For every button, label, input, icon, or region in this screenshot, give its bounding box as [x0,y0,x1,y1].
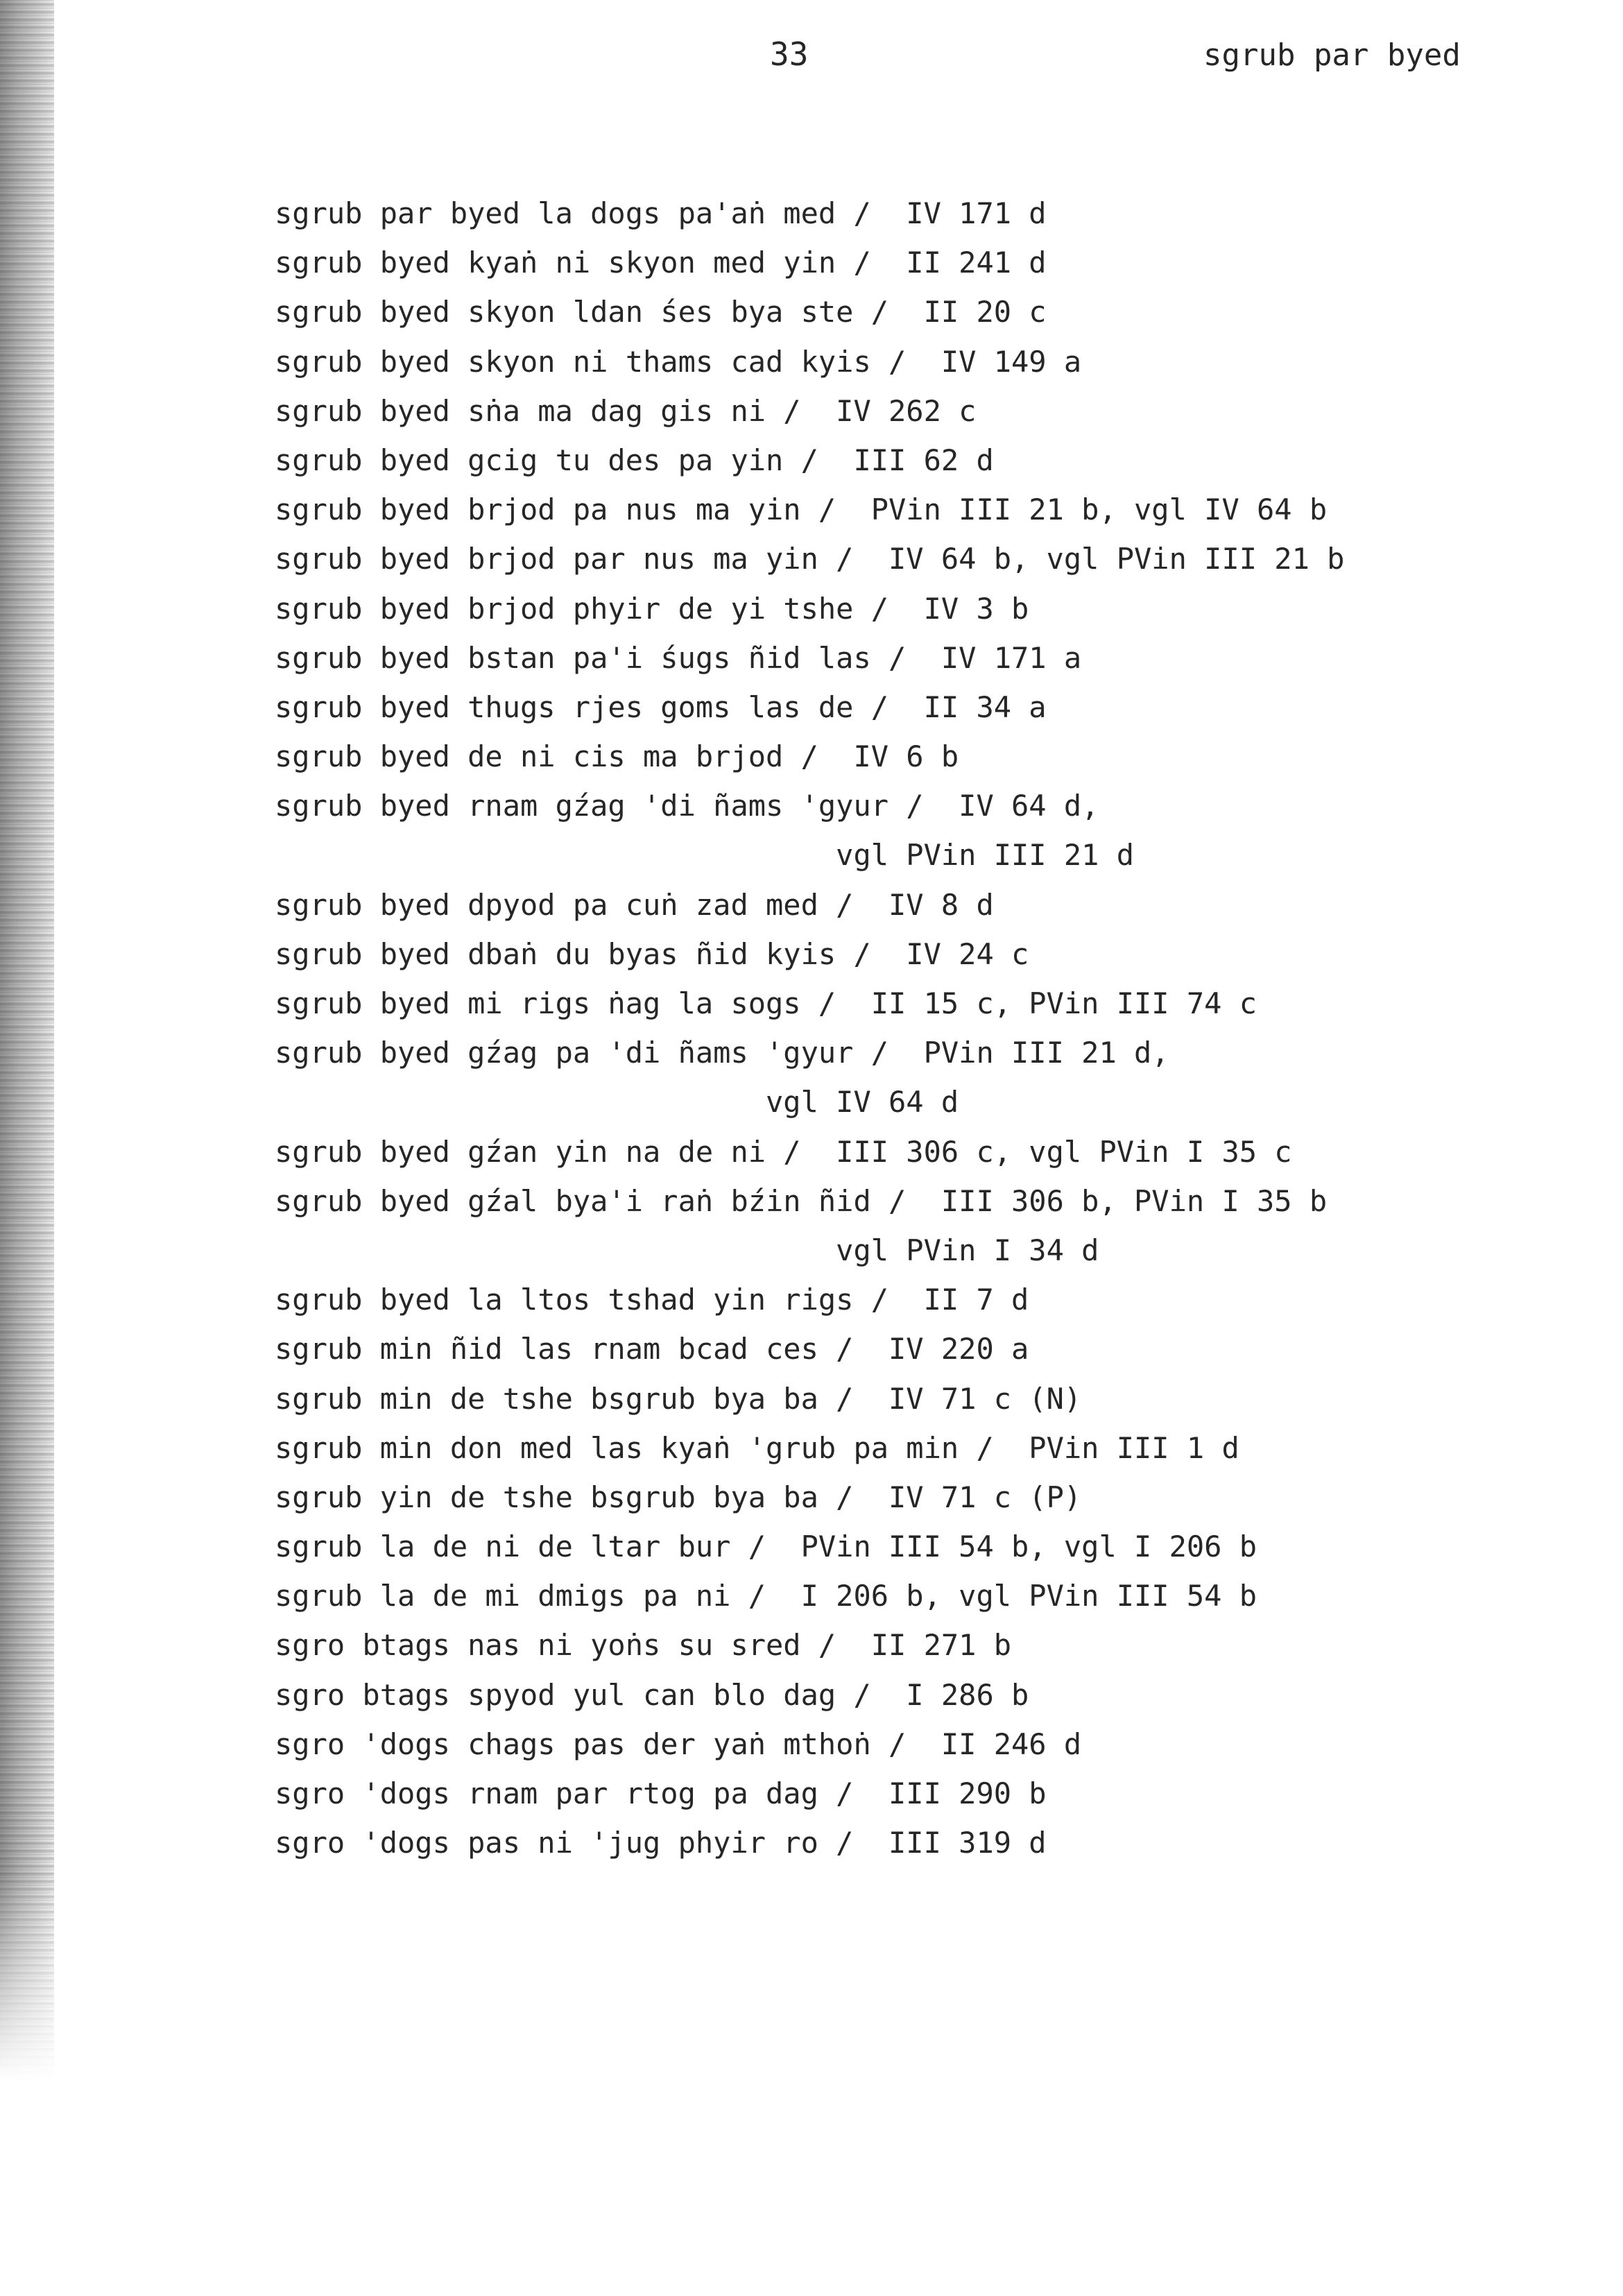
index-entry: sgrub la de mi dmigs pa ni / I 206 b, vgl PVin III 54 b [275,1579,1257,1613]
index-entry: sgrub la de ni de ltar bur / PVin III 54 b, vgl I 206 b [275,1530,1257,1564]
index-entry: sgrub byed thugs rjes goms las de / II 34 a [275,689,1047,724]
index-entry: sgrub byed brjod par nus ma yin / IV 64 b, vgl PVin III 21 b [275,542,1345,576]
index-entry: sgro btags spyod yul can blo dag / I 286 b [275,1677,1029,1712]
index-entry-continuation: vgl PVin III 21 d [275,838,1135,873]
index-entry: sgrub byed gźan yin na de ni / III 306 c, vgl PVin I 35 c [275,1134,1292,1169]
index-entry: sgrub byed sṅa ma dag gis ni / IV 262 c [275,393,977,428]
index-entry: sgrub byed skyon ldan śes bya ste / II 20 c [275,295,1047,329]
index-entry: sgro 'dogs pas ni 'jug phyir ro / III 319 d [275,1826,1047,1860]
index-entry: sgrub min de tshe bsgrub bya ba / IV 71 c (N) [275,1381,1082,1416]
index-entry: sgro btags nas ni yoṅs su sred / II 271 b [275,1628,1012,1663]
index-entry: sgrub byed gźal bya'i raṅ bźin ñid / III 306 b, PVin I 35 b [275,1183,1328,1218]
page-number: 33 [770,35,809,73]
index-entry: sgrub byed la ltos tshad yin rigs / II 7 d [275,1283,1029,1317]
index-entry: sgrub byed de ni cis ma brjod / IV 6 b [275,739,959,774]
index-entry: sgrub byed gźag pa 'di ñams 'gyur / PVin III 21 d, [275,1036,1169,1070]
index-entry-continuation: vgl PVin I 34 d [275,1233,1099,1267]
index-entry: sgrub min ñid las rnam bcad ces / IV 220 a [275,1332,1029,1367]
index-entry: sgro 'dogs chags pas der yaṅ mthoṅ / II 246 d [275,1727,1082,1761]
index-entry-list [275,189,1344,1867]
index-entry: sgrub par byed la dogs pa'aṅ med / IV 171 d [275,196,1047,230]
index-entry: sgrub byed skyon ni thams cad kyis / IV 149 a [275,344,1082,379]
scan-edge-fade [0,1873,54,2081]
index-entry: sgrub byed mi rigs ṅag la sogs / II 15 c, PVin III 74 c [275,986,1257,1020]
index-entry: sgrub min don med las kyaṅ 'grub pa min / PVin III 1 d [275,1430,1239,1465]
index-entry: sgrub yin de tshe bsgrub bya ba / IV 71 c (P) [275,1480,1082,1514]
running-head: sgrub par byed [1203,37,1461,73]
index-entry: sgrub byed brjod pa nus ma yin / PVin III 21 b, vgl IV 64 b [275,492,1328,527]
index-entry: sgrub byed dpyod pa cuṅ zad med / IV 8 d [275,887,994,922]
index-entry: sgrub byed rnam gźag 'di ñams 'gyur / IV 64 d, [275,789,1099,823]
index-entry: sgro 'dogs rnam par rtog pa dag / III 290 b [275,1776,1047,1810]
index-entry-continuation: vgl IV 64 d [275,1085,959,1120]
index-entry: sgrub byed bstan pa'i śugs ñid las / IV 171 a [275,640,1082,675]
scan-edge-shadow [0,0,54,2081]
index-entry: sgrub byed gcig tu des pa yin / III 62 d [275,443,994,477]
index-entry: sgrub byed brjod phyir de yi tshe / IV 3 b [275,591,1029,626]
index-entry: sgrub byed dbaṅ du byas ñid kyis / IV 24 c [275,936,1029,971]
index-entry: sgrub byed kyaṅ ni skyon med yin / II 241 d [275,246,1047,280]
